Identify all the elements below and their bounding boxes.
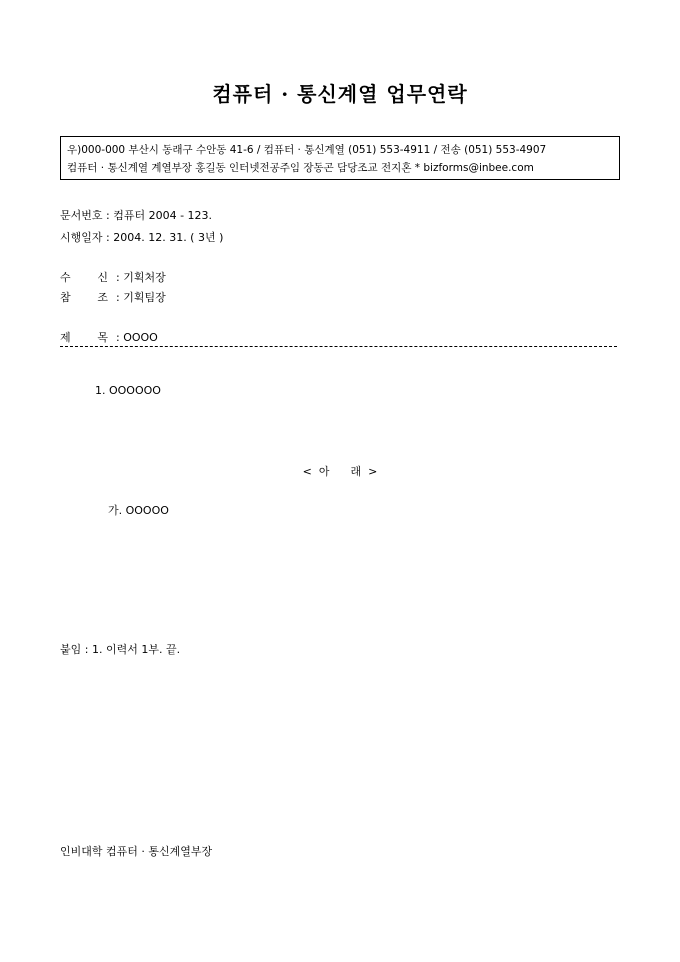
reference-label-b: 조 <box>97 291 108 304</box>
reference-value: 기획팀장 <box>123 291 166 304</box>
doc-number-label: 문서번호 <box>60 209 103 222</box>
issue-date-label: 시행일자 <box>60 231 103 244</box>
subject-field <box>60 331 158 345</box>
subject-value: OOOO <box>123 331 158 344</box>
reference-label-a: 참 <box>60 291 71 304</box>
section-heading: < 아 래 > <box>302 465 378 478</box>
subject-label-b: 목 <box>97 331 108 344</box>
sender-signature: 인비대학 컴퓨터 · 통신계열부장 <box>60 845 213 858</box>
attachment-value: 1. 이력서 1부. 끝. <box>91 643 181 656</box>
document-title: 컴퓨터 · 통신계열 업무연락 <box>212 82 468 106</box>
issue-date-field <box>60 231 223 245</box>
reference-label <box>60 291 108 305</box>
colon: : <box>84 643 92 656</box>
issue-date-value: 2004. 12. 31. ( 3년 ) <box>113 231 224 244</box>
doc-number-field <box>60 209 212 223</box>
recipient-label <box>60 271 108 285</box>
header-staff-line: 컴퓨터 · 통신계열 계열부장 홍길동 인터넷전공주임 장동곤 담당조교 전지혼 * bizforms@inbee.com <box>67 162 534 174</box>
colon: : <box>116 331 124 344</box>
header-address-line: 우)000-000 부산시 동래구 수안동 41-6 / 컴퓨터 · 통신계열 (051) 553-4911 / 전송 (051) 553-4907 <box>67 144 547 156</box>
recipient-label-b: 신 <box>97 271 108 284</box>
recipient-value: 기획처장 <box>123 271 166 284</box>
colon: : <box>106 209 114 222</box>
subject-label-a: 제 <box>60 331 71 344</box>
colon: : <box>106 231 114 244</box>
doc-number-value: 컴퓨터 2004 - 123. <box>113 209 213 222</box>
attachment-field <box>60 643 180 657</box>
recipient-field <box>60 271 166 285</box>
reference-field <box>60 291 166 305</box>
sub-item-1: 가. OOOOO <box>108 504 169 517</box>
header-info-box <box>60 136 620 180</box>
colon: : <box>116 271 124 284</box>
colon: : <box>116 291 124 304</box>
subject-divider <box>60 346 617 347</box>
attachment-label: 붙임 <box>60 643 82 656</box>
recipient-label-a: 수 <box>60 271 71 284</box>
subject-label <box>60 331 108 345</box>
body-item-1: 1. OOOOOO <box>95 384 161 397</box>
